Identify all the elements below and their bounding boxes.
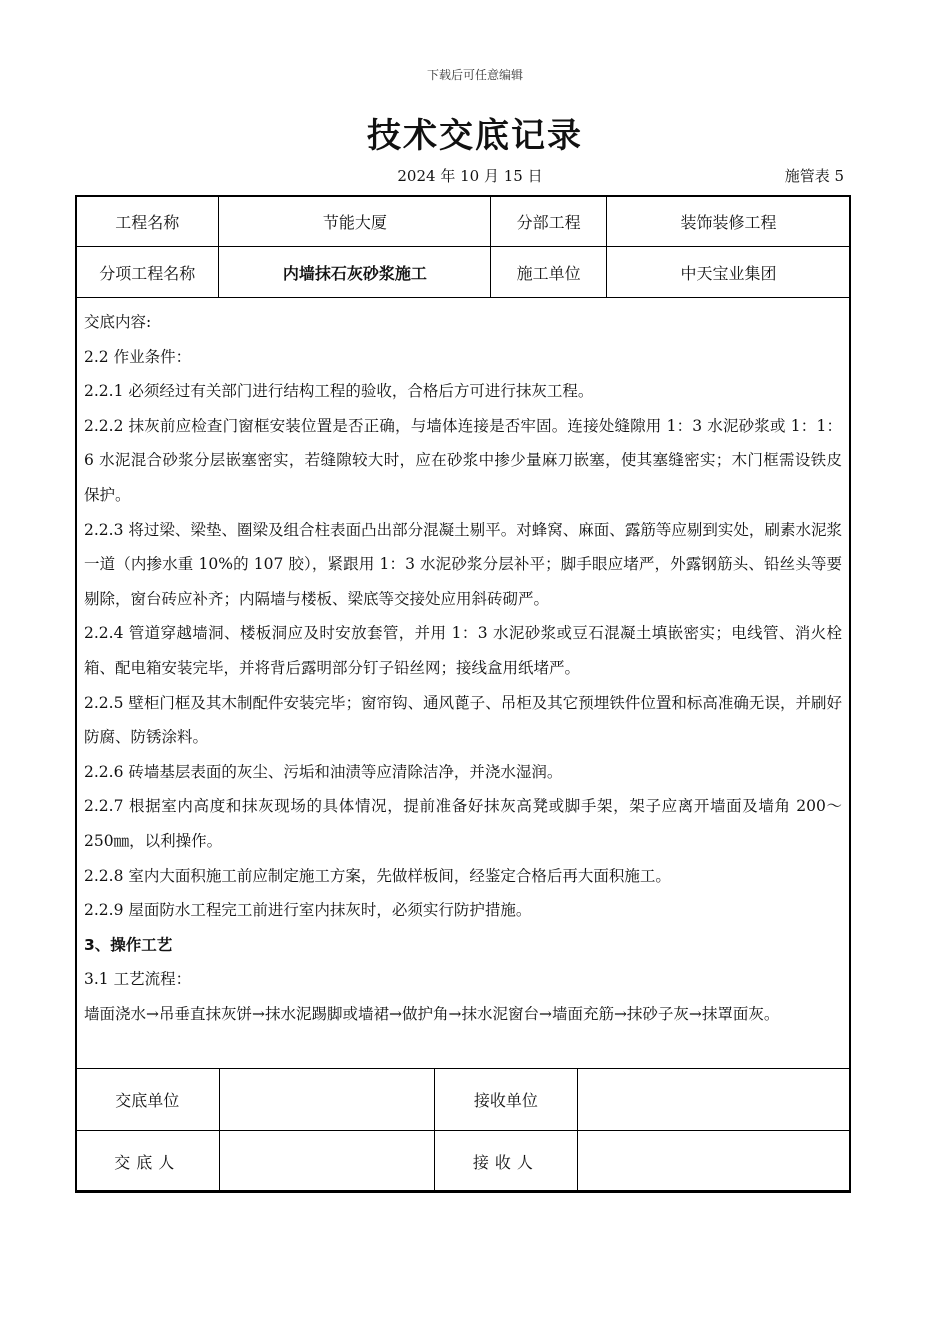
table-row	[76, 1131, 851, 1193]
construction-unit-label: 施工单位	[491, 247, 607, 298]
table-row	[76, 247, 851, 298]
page-title: 技术交底记录	[367, 116, 583, 156]
record-date: 2024 年 10 月 15 日	[397, 167, 543, 185]
content-paragraph: 2.2.1 必须经过有关部门进行结构工程的验收，合格后方可进行抹灰工程。	[84, 382, 594, 401]
subitem-value: 内墙抹石灰砂浆施工	[219, 247, 491, 298]
content-paragraph: 2.2.9 屋面防水工程完工前进行室内抹灰时，必须实行防护措施。	[84, 901, 532, 920]
issuer-unit-field[interactable]	[219, 1069, 434, 1131]
project-name-label: 工程名称	[76, 196, 219, 247]
content-paragraph: 2.2.2 抹灰前应检查门窗框安装位置是否正确，与墙体连接是否牢固。连接处缝隙用 1：3 水泥砂浆或 1：1：6 水泥混合砂浆分层嵌塞密实，若缝隙较大时，应在砂浆中掺少量麻刀嵌塞，使其塞缝密实；木门框需设铁皮保护。	[84, 416, 842, 504]
subitem-label: 分项工程名称	[76, 247, 219, 298]
download-note: 下载后可任意编辑	[426, 68, 523, 82]
issuer-label: 交底人	[76, 1131, 220, 1193]
division-value: 装饰装修工程	[606, 196, 850, 247]
project-name-value: 节能大厦	[219, 196, 491, 247]
form-number: 施管表 5	[784, 167, 844, 185]
content-paragraph: 2.2.7 根据室内高度和抹灰现场的具体情况，提前准备好抹灰高凳或脚手架，架子应离开墙面及墙角 200～250㎜，以利操作。	[84, 797, 842, 850]
issuer-field[interactable]	[219, 1131, 434, 1193]
receiver-field[interactable]	[578, 1131, 851, 1193]
content-paragraph: 2.2.8 室内大面积施工前应制定施工方案，先做样板间，经鉴定合格后再大面积施工。	[84, 866, 671, 885]
table-row	[76, 196, 851, 247]
issuer-unit-label: 交底单位	[76, 1069, 220, 1131]
receiver-unit-field[interactable]	[578, 1069, 851, 1131]
process-flow: 墙面浇水→吊垂直抹灰饼→抹水泥踢脚或墙裙→做护角→抹水泥窗台→墙面充筋→抹砂子灰→抹罩面灰。	[84, 1004, 780, 1023]
signature-table	[75, 1068, 851, 1193]
flow-label: 3.1 工艺流程：	[84, 970, 192, 989]
content-paragraph: 2.2.4 管道穿越墙洞、楼板洞应及时安放套管，并用 1：3 水泥砂浆或豆石混凝土填嵌密实；电线管、消火栓箱、配电箱安装完毕，并将背后露明部分钉子铅丝网；接线盒用纸堵严。	[84, 624, 842, 677]
table-row	[76, 1069, 851, 1131]
content-heading: 交底内容:	[84, 313, 152, 331]
content-paragraph: 2.2.5 壁柜门框及其木制配件安装完毕；窗帘钩、通风蓖子、吊柜及其它预埋铁件位置和标高准确无误，并刷好防腐、防锈涂料。	[84, 693, 842, 747]
division-label: 分部工程	[491, 196, 607, 247]
content-paragraph: 2.2.3 将过梁、梁垫、圈梁及组合柱表面凸出部分混凝土剔平。对蜂窝、麻面、露筋等应剔到实处，刷素水泥浆一道（内掺水重 10%的 107 胶），紧跟用 1：3 水泥砂浆分层补平；脚手眼应堵严，外露钢筋头、铅丝头等要剔除，窗台砖应补齐；内隔墙与楼板、梁底等交接处应用斜砖砌严。	[84, 520, 842, 608]
construction-unit-value: 中天宝业集团	[606, 247, 850, 298]
project-info-table	[75, 195, 851, 298]
content-paragraph: 2.2 作业条件：	[84, 347, 192, 366]
content-paragraph: 2.2.6 砖墙基层表面的灰尘、污垢和油渍等应清除洁净，并浇水湿润。	[84, 762, 563, 781]
section-title: 3、操作工艺	[84, 935, 173, 954]
receiver-unit-label: 接收单位	[434, 1069, 578, 1131]
receiver-label: 接收人	[434, 1131, 578, 1193]
disclosure-content	[84, 305, 842, 1031]
